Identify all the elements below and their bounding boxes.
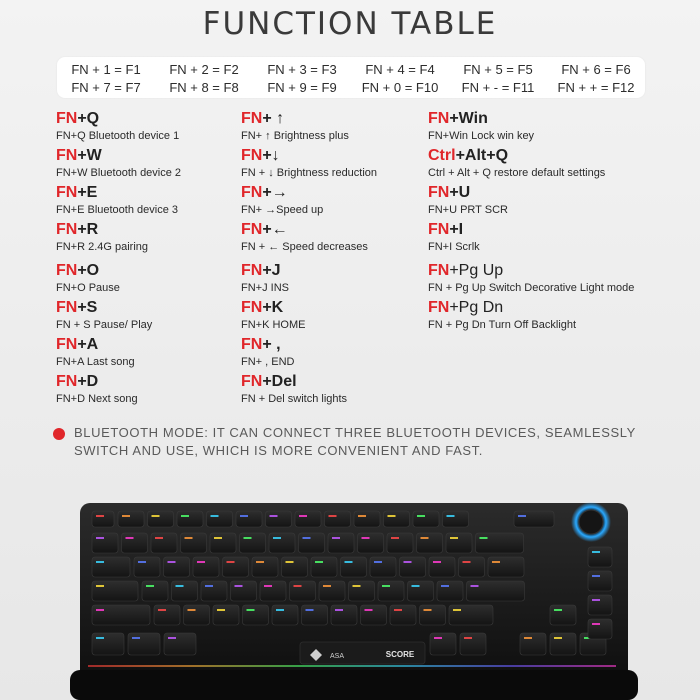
shortcut-item <box>428 184 508 217</box>
keycap <box>390 605 416 625</box>
key-legend-glow <box>96 585 104 587</box>
keycap <box>488 557 524 577</box>
key-legend-glow <box>214 537 222 539</box>
keycap <box>272 605 298 625</box>
key-legend-glow <box>447 515 455 517</box>
shortcut-modifier: FN <box>56 262 78 279</box>
keycap <box>349 581 375 601</box>
key-legend-glow <box>168 637 176 639</box>
key-legend-glow <box>332 537 340 539</box>
key-legend-glow <box>453 609 461 611</box>
key-legend-glow <box>441 585 449 587</box>
shortcut-description: Ctrl + Alt + Q restore default settings <box>428 167 606 179</box>
key-legend-glow <box>286 561 294 563</box>
key-legend-glow <box>181 515 189 517</box>
keycap <box>400 557 426 577</box>
shortcut-description: FN + ← Speed decreases <box>241 241 368 253</box>
key-legend-glow <box>471 585 479 587</box>
keycap <box>387 533 413 553</box>
keycap <box>164 557 190 577</box>
keycap <box>128 633 160 655</box>
shortcut-modifier: FN <box>241 262 263 279</box>
keycap <box>417 533 443 553</box>
f-key-cell: FN + 5 = F5 <box>463 62 533 77</box>
page-title: FUNCTION TABLE <box>202 6 498 42</box>
shortcut-key: +A <box>77 336 99 353</box>
keycap <box>299 533 325 553</box>
key-legend-glow <box>264 585 272 587</box>
shortcut-item <box>241 262 289 295</box>
shortcut-description: FN+I Scrlk <box>428 241 480 253</box>
shortcut-description: FN+O Pause <box>56 282 120 294</box>
keycap <box>92 605 150 625</box>
keycap <box>243 605 269 625</box>
keycap <box>142 581 168 601</box>
keycap <box>154 605 180 625</box>
key-legend-glow <box>303 537 311 539</box>
shortcut-key: +Del <box>262 373 297 390</box>
key-legend-glow <box>185 537 193 539</box>
keycap <box>588 571 612 591</box>
keycap <box>210 533 236 553</box>
shortcut-key: + , <box>262 336 281 353</box>
key-legend-glow <box>335 609 343 611</box>
keycap <box>164 633 196 655</box>
shortcut-modifier: FN <box>56 299 78 316</box>
keycap <box>92 581 138 601</box>
key-legend-glow <box>353 585 361 587</box>
shortcut-modifier: FN <box>428 221 450 238</box>
key-legend-glow <box>294 585 302 587</box>
keycap <box>172 581 198 601</box>
key-legend-glow <box>394 609 402 611</box>
shortcut-key: +W <box>77 147 102 164</box>
keycap <box>240 533 266 553</box>
key-legend-glow <box>126 537 134 539</box>
shortcut-key: +U <box>449 184 471 201</box>
keyboard-base <box>70 670 638 700</box>
keycap <box>384 511 410 527</box>
keycap <box>413 511 439 527</box>
keycap <box>476 533 524 553</box>
key-legend-glow <box>492 561 500 563</box>
key-legend-glow <box>345 561 353 563</box>
key-legend-glow <box>235 585 243 587</box>
shortcut-item <box>56 147 181 180</box>
key-legend-glow <box>421 537 429 539</box>
key-legend-glow <box>227 561 235 563</box>
keycap <box>295 511 321 527</box>
shortcut-description: FN+ →Speed up <box>241 204 324 216</box>
keycap <box>467 581 525 601</box>
key-legend-glow <box>197 561 205 563</box>
keycap <box>151 533 177 553</box>
key-legend-glow <box>592 575 600 577</box>
key-legend-glow <box>424 609 432 611</box>
key-legend-glow <box>524 637 532 639</box>
keycap <box>331 605 357 625</box>
key-legend-glow <box>388 515 396 517</box>
keycap <box>319 581 345 601</box>
key-legend-glow <box>315 561 323 563</box>
shortcut-modifier: FN <box>56 147 78 164</box>
shortcut-key: +Pg Dn <box>449 299 504 316</box>
key-legend-glow <box>417 515 425 517</box>
key-legend-glow <box>592 599 600 601</box>
keycap <box>354 511 380 527</box>
keycap <box>378 581 404 601</box>
key-legend-glow <box>480 537 488 539</box>
shortcut-item <box>56 110 179 143</box>
key-legend-glow <box>374 561 382 563</box>
shortcut-description: FN+D Next song <box>56 393 138 405</box>
key-legend-glow <box>450 537 458 539</box>
key-legend-glow <box>247 609 255 611</box>
shortcut-item <box>241 373 347 406</box>
key-legend-glow <box>299 515 307 517</box>
shortcut-description: FN + S Pause/ Play <box>56 319 153 331</box>
keycap <box>181 533 207 553</box>
key-legend-glow <box>146 585 154 587</box>
key-legend-glow <box>434 637 442 639</box>
key-legend-glow <box>412 585 420 587</box>
shortcut-item <box>428 147 605 180</box>
shortcut-description: FN + Del switch lights <box>241 393 348 405</box>
space-logo-text: ASA <box>330 653 345 660</box>
shortcut-item <box>241 336 294 369</box>
keycap <box>134 557 160 577</box>
key-legend-glow <box>323 585 331 587</box>
keycap <box>588 619 612 639</box>
key-legend-glow <box>176 585 184 587</box>
shortcut-key: +J <box>262 262 281 279</box>
key-legend-glow <box>240 515 248 517</box>
shortcut-item <box>56 373 138 406</box>
keycap <box>588 595 612 615</box>
keycap <box>92 557 130 577</box>
shortcut-modifier: FN <box>241 221 263 238</box>
key-legend-glow <box>244 537 252 539</box>
keycap <box>443 511 469 527</box>
keycap <box>290 581 316 601</box>
key-legend-glow <box>96 537 104 539</box>
keycap <box>408 581 434 601</box>
f-key-cell: FN + 2 = F2 <box>169 62 239 77</box>
keycap <box>92 633 124 655</box>
shortcut-item <box>428 110 534 143</box>
volume-knob-icon <box>579 510 603 534</box>
f-key-cell: FN + 1 = F1 <box>71 62 141 77</box>
shortcut-description: FN+E Bluetooth device 3 <box>56 204 178 216</box>
key-legend-glow <box>188 609 196 611</box>
keycap <box>459 557 485 577</box>
shortcut-description: FN+ ↑ Brightness plus <box>241 130 349 142</box>
keycap <box>302 605 328 625</box>
key-legend-glow <box>391 537 399 539</box>
key-legend-glow <box>433 561 441 563</box>
shortcut-item <box>56 184 178 217</box>
key-legend-glow <box>96 637 104 639</box>
shortcut-key: + ↑ <box>262 110 285 127</box>
f-key-cell: FN + 4 = F4 <box>365 62 435 77</box>
keycap <box>122 533 148 553</box>
keycap <box>148 511 174 527</box>
shortcut-modifier: FN <box>241 147 263 164</box>
key-legend-glow <box>152 515 160 517</box>
bluetooth-mode-note: BLUETOOTH MODE: IT CAN CONNECT THREE BLUETOOTH DEVICES, SEAMLESSLY SWITCH AND USE, WHICH IS MORE CONVENIENT AND FAST. <box>74 425 636 458</box>
keycap <box>177 511 203 527</box>
key-legend-glow <box>205 585 213 587</box>
keycap <box>328 533 354 553</box>
key-legend-glow <box>132 637 140 639</box>
key-legend-glow <box>518 515 526 517</box>
keycap <box>231 581 257 601</box>
keyboard-image <box>0 495 700 700</box>
key-legend-glow <box>592 551 600 553</box>
key-legend-glow <box>276 609 284 611</box>
shortcut-description: FN + Pg Dn Turn Off Backlight <box>428 319 577 331</box>
key-legend-glow <box>96 515 104 517</box>
shortcut-modifier: FN <box>428 262 450 279</box>
key-legend-glow <box>158 609 166 611</box>
shortcut-description: FN+A Last song <box>56 356 135 368</box>
shortcut-description: FN+R 2.4G pairing <box>56 241 149 253</box>
key-legend-glow <box>404 561 412 563</box>
f-key-cell: FN + 8 = F8 <box>169 80 239 95</box>
shortcut-description: FN+U PRT SCR <box>428 204 508 216</box>
f-key-cell: FN + 3 = F3 <box>267 62 337 77</box>
key-legend-glow <box>122 515 130 517</box>
keycap <box>341 557 367 577</box>
shortcut-modifier: FN <box>241 336 263 353</box>
shortcut-item <box>241 184 323 217</box>
keycap <box>184 605 210 625</box>
shortcut-key: +Alt+Q <box>455 147 509 164</box>
shortcut-description: FN+Q Bluetooth device 1 <box>56 130 180 142</box>
shortcut-modifier: FN <box>56 184 78 201</box>
shortcut-modifier: FN <box>428 184 450 201</box>
f-key-cell: FN + + = F12 <box>557 80 635 95</box>
shortcut-modifier: FN <box>241 373 263 390</box>
key-legend-glow <box>554 609 562 611</box>
keycap <box>207 511 233 527</box>
shortcut-key: +I <box>449 221 464 238</box>
shortcut-modifier: FN <box>428 299 450 316</box>
keycap <box>260 581 286 601</box>
shortcut-key: +R <box>77 221 99 238</box>
shortcut-item <box>241 110 349 143</box>
shortcut-item <box>428 299 576 332</box>
shortcut-modifier: FN <box>241 299 263 316</box>
shortcut-item <box>241 147 377 180</box>
keycap <box>370 557 396 577</box>
key-legend-glow <box>96 609 104 611</box>
keycap <box>358 533 384 553</box>
keyboard-illustration <box>0 495 700 700</box>
keycap <box>429 557 455 577</box>
keycap <box>361 605 387 625</box>
keycap <box>252 557 278 577</box>
shortcut-description: FN + Pg Up Switch Decorative Light mode <box>428 282 635 294</box>
key-legend-glow <box>358 515 366 517</box>
shortcut-modifier: FN <box>241 184 263 201</box>
key-legend-glow <box>211 515 219 517</box>
f-key-table <box>57 57 645 98</box>
key-legend-glow <box>256 561 264 563</box>
keycap <box>420 605 446 625</box>
shortcut-key: +→ <box>262 184 288 201</box>
shortcut-description: FN+J INS <box>241 282 289 294</box>
shortcut-key: +O <box>77 262 100 279</box>
shortcut-key: +S <box>77 299 98 316</box>
keycap <box>118 511 144 527</box>
shortcut-item <box>56 221 148 254</box>
shortcut-modifier: Ctrl <box>428 147 456 164</box>
keycap <box>92 511 114 527</box>
shortcut-item <box>56 262 120 295</box>
shortcut-item <box>56 336 135 369</box>
shortcut-item <box>428 221 480 254</box>
key-legend-glow <box>217 609 225 611</box>
shortcut-item <box>56 299 152 332</box>
keycap <box>269 533 295 553</box>
key-legend-glow <box>463 561 471 563</box>
shortcut-item <box>241 221 368 254</box>
key-legend-glow <box>270 515 278 517</box>
shortcut-description: FN+ , END <box>241 356 295 368</box>
shortcut-key: +Pg Up <box>449 262 504 279</box>
keycap <box>446 533 472 553</box>
shortcut-modifier: FN <box>428 110 450 127</box>
shortcut-key: +E <box>77 184 98 201</box>
key-legend-glow <box>554 637 562 639</box>
key-legend-glow <box>155 537 163 539</box>
shortcut-modifier: FN <box>56 373 78 390</box>
keycap <box>325 511 351 527</box>
key-legend-glow <box>329 515 337 517</box>
key-legend-glow <box>138 561 146 563</box>
keycap <box>430 633 456 655</box>
shortcut-description: FN+K HOME <box>241 319 306 331</box>
shortcut-key: +D <box>77 373 99 390</box>
shortcut-description: FN + ↓ Brightness reduction <box>241 167 378 179</box>
shortcut-key: +← <box>262 221 288 238</box>
f-key-cell: FN + 6 = F6 <box>561 62 631 77</box>
shortcut-description: FN+Win Lock win key <box>428 130 535 142</box>
keycap <box>449 605 493 625</box>
keycap <box>201 581 227 601</box>
shortcut-modifier: FN <box>56 110 78 127</box>
keycap <box>460 633 486 655</box>
f-key-cell: FN + - = F11 <box>461 80 535 95</box>
key-legend-glow <box>168 561 176 563</box>
f-key-cell: FN + 7 = F7 <box>71 80 141 95</box>
key-legend-glow <box>464 637 472 639</box>
shortcut-key: +K <box>262 299 284 316</box>
shortcut-modifier: FN <box>56 336 78 353</box>
keycap <box>437 581 463 601</box>
keycap <box>213 605 239 625</box>
key-legend-glow <box>365 609 373 611</box>
keycap <box>92 533 118 553</box>
keycap <box>550 605 576 625</box>
bullet-dot-icon <box>53 428 65 440</box>
shortcut-description: FN+W Bluetooth device 2 <box>56 167 182 179</box>
key-legend-glow <box>273 537 281 539</box>
key-legend-glow <box>362 537 370 539</box>
key-legend-glow <box>96 561 104 563</box>
shortcut-item <box>428 262 634 295</box>
keycap <box>236 511 262 527</box>
keycap <box>550 633 576 655</box>
rgb-underglow <box>88 665 616 667</box>
keycap <box>266 511 292 527</box>
shortcut-item <box>241 299 305 332</box>
keycap <box>282 557 308 577</box>
keycap <box>311 557 337 577</box>
keycap <box>193 557 219 577</box>
keycap <box>520 633 546 655</box>
shortcut-key: +Q <box>77 110 100 127</box>
keycap <box>514 511 554 527</box>
key-legend-glow <box>306 609 314 611</box>
space-bar-label: SCORE <box>385 650 415 659</box>
key-legend-glow <box>382 585 390 587</box>
shortcut-modifier: FN <box>241 110 263 127</box>
keycap <box>588 547 612 567</box>
shortcut-key: +↓ <box>262 147 280 164</box>
f-key-cell: FN + 9 = F9 <box>267 80 337 95</box>
shortcut-modifier: FN <box>56 221 78 238</box>
f-key-cell: FN + 0 = F10 <box>361 80 439 95</box>
shortcut-key: +Win <box>449 110 488 127</box>
keycap <box>223 557 249 577</box>
key-legend-glow <box>592 623 600 625</box>
